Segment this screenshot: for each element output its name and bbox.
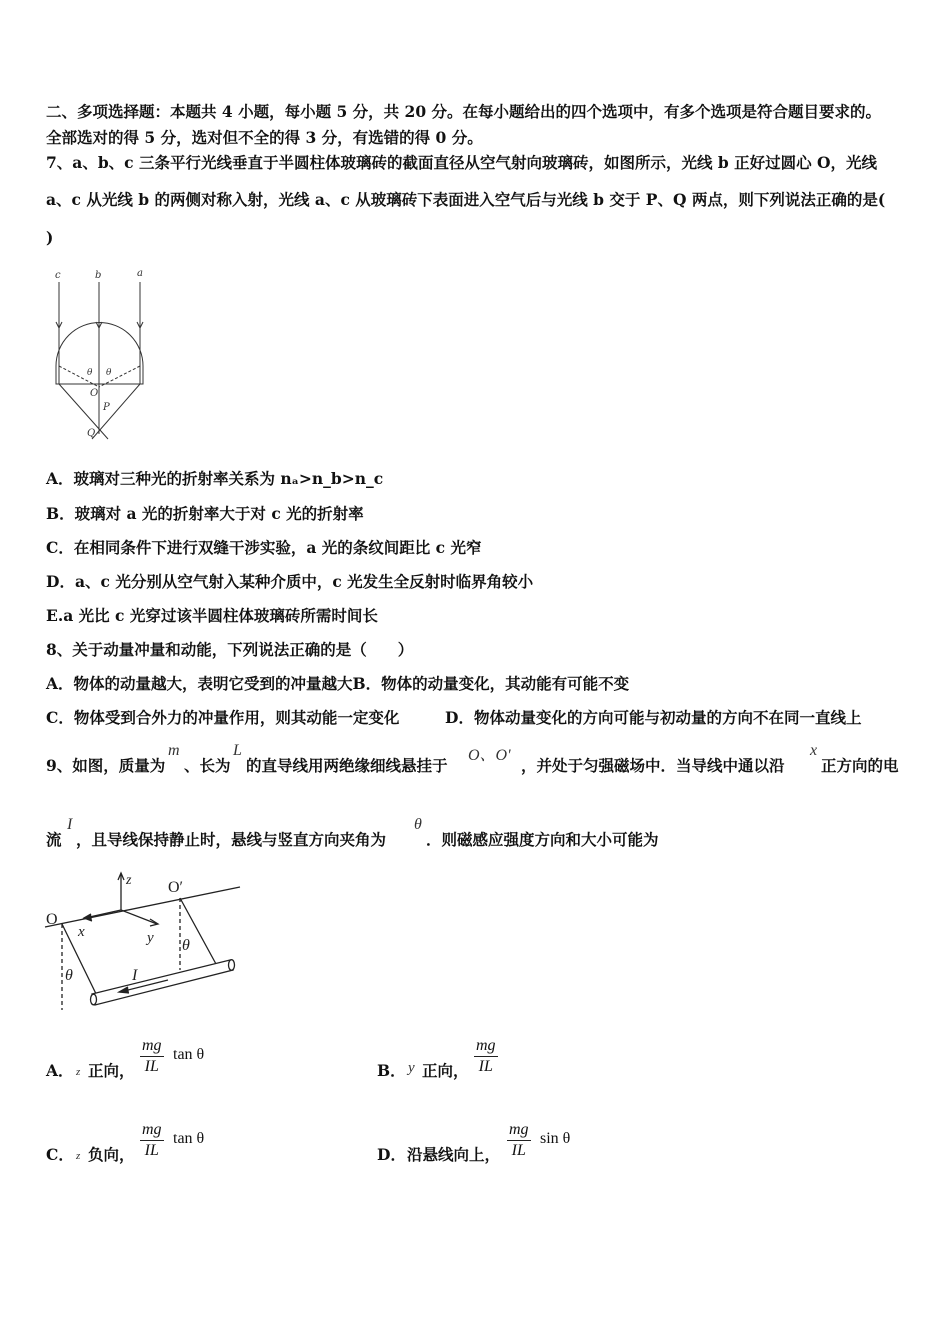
label-O: O <box>46 911 58 928</box>
q7-option-b: B．玻璃对 a 光的折射率大于对 c 光的折射率 <box>46 504 364 523</box>
label-theta2: θ <box>106 368 112 378</box>
section-header-line2: 全部选对的得 5 分，选对但不全的得 3 分，有选错的得 0 分。 <box>46 128 483 147</box>
q9-option-c-axis: z <box>76 1150 81 1162</box>
q9-option-c-fraction <box>140 1120 164 1161</box>
q9-option-d-direction: 沿悬线向上， <box>407 1145 501 1164</box>
q9-option-a-function: tan θ <box>173 1046 205 1063</box>
q9-current-symbol: I <box>67 816 73 833</box>
q9-stem-part2: 、长为 <box>184 756 231 775</box>
q9-mass-symbol: m <box>168 742 180 759</box>
label-y: y <box>147 930 154 946</box>
q9-option-b-axis: y <box>408 1060 415 1076</box>
label-Q: Q <box>87 428 96 439</box>
q9-option-a-axis: z <box>76 1066 81 1078</box>
label-a: a <box>137 268 143 279</box>
label-z: z <box>126 873 132 888</box>
q9-option-a-direction: 正向， <box>88 1061 135 1080</box>
q9-stem-part4: ，并处于匀强磁场中．当导线中通以沿 <box>521 756 785 775</box>
q8-option-ab: A．物体的动量越大，表明它受到的冲量越大B．物体的动量变化，其动能有可能不变 <box>46 674 630 693</box>
fraction-denominator: IL <box>478 1058 493 1075</box>
q9-wire-figure <box>40 862 245 1014</box>
q9-length-symbol: L <box>233 742 242 759</box>
q8-option-c: C．物体受到合外力的冲量作用，则其动能一定变化 <box>46 708 400 727</box>
q8-option-d: D．物体动量变化的方向可能与初动量的方向不在同一直线上 <box>445 708 862 727</box>
q9-stem-part6: 流 <box>46 830 62 849</box>
q9-stem-part1: 9、如图，质量为 <box>46 756 166 775</box>
label-b: b <box>95 270 102 281</box>
q9-stem-part8: ．则磁感应强度方向和大小可能为 <box>426 830 659 849</box>
q9-theta-symbol: θ <box>414 816 422 833</box>
q7-stem-line1: 7、a、b、c 三条平行光线垂直于半圆柱体玻璃砖的截面直径从空气射向玻璃砖，如图所示，光线 b 正好过圆心 O，光线 <box>46 153 878 172</box>
q9-stem-part7: ，且导线保持静止时，悬线与竖直方向夹角为 <box>76 830 387 849</box>
q9-option-c-direction: 负向， <box>88 1145 135 1164</box>
label-x: x <box>78 924 85 940</box>
q7-option-d: D．a、c 光分别从空气射入某种介质中，c 光发生全反射时临界角较小 <box>46 572 534 591</box>
q9-stem-part3: 的直导线用两绝缘细线悬挂于 <box>246 756 448 775</box>
q9-option-b-fraction <box>474 1036 498 1077</box>
q7-option-a: A．玻璃对三种光的折射率关系为 nₐ>n_b>n_c <box>46 469 384 488</box>
fraction-numerator: mg <box>507 1120 531 1141</box>
fraction-denominator: IL <box>144 1058 159 1075</box>
fraction-denominator: IL <box>144 1142 159 1159</box>
q9-option-d-function: sin θ <box>540 1130 571 1147</box>
q9-x-symbol: x <box>810 742 818 759</box>
q9-option-a-label: A． <box>46 1061 74 1080</box>
q9-option-b-direction: 正向， <box>422 1061 469 1080</box>
label-P: P <box>103 402 110 413</box>
q9-option-b-label: B． <box>377 1061 406 1080</box>
q9-option-a-fraction <box>140 1036 164 1077</box>
fraction-numerator: mg <box>140 1036 164 1057</box>
label-O-prime: O′ <box>168 879 184 896</box>
ceiling-line <box>45 887 240 927</box>
q9-option-d-label: D． <box>377 1145 406 1164</box>
q7-stem-line3: ) <box>46 228 54 247</box>
q7-option-e: E.a 光比 c 光穿过该半圆柱体玻璃砖所需时间长 <box>46 606 378 625</box>
q7-stem-line2: a、c 从光线 b 的两侧对称入射，光线 a、c 从玻璃砖下表面进入空气后与光线 b 交于 P、Q 两点，则下列说法正确的是( <box>46 190 886 209</box>
label-O: O <box>90 388 99 399</box>
label-theta1: θ <box>87 368 93 378</box>
section-header-line1: 二、多项选择题：本题共 4 小题，每小题 5 分，共 20 分。在每小题给出的四个选项中，有多个选项是符合题目要求的。 <box>46 102 882 121</box>
q9-option-c-function: tan θ <box>173 1130 205 1147</box>
q9-option-d-fraction <box>507 1120 531 1161</box>
label-c: c <box>55 270 61 281</box>
label-I: I <box>132 967 138 984</box>
fraction-numerator: mg <box>474 1036 498 1057</box>
q9-option-c-label: C． <box>46 1145 74 1164</box>
fraction-denominator: IL <box>511 1142 526 1159</box>
q9-stem-part5: 正方向的电 <box>821 756 899 775</box>
q7-semicircle-figure <box>40 264 160 444</box>
wire-rod <box>92 960 233 1005</box>
q8-stem: 8、关于动量冲量和动能，下列说法正确的是（ ） <box>46 640 414 659</box>
fraction-numerator: mg <box>140 1120 164 1141</box>
label-theta-right: θ <box>182 937 190 954</box>
thread-right <box>180 898 216 964</box>
q7-option-c: C．在相同条件下进行双缝干涉实验，a 光的条纹间距比 c 光窄 <box>46 538 482 557</box>
q9-suspension-points: O、O' <box>468 747 511 764</box>
label-theta-left: θ <box>65 967 73 984</box>
